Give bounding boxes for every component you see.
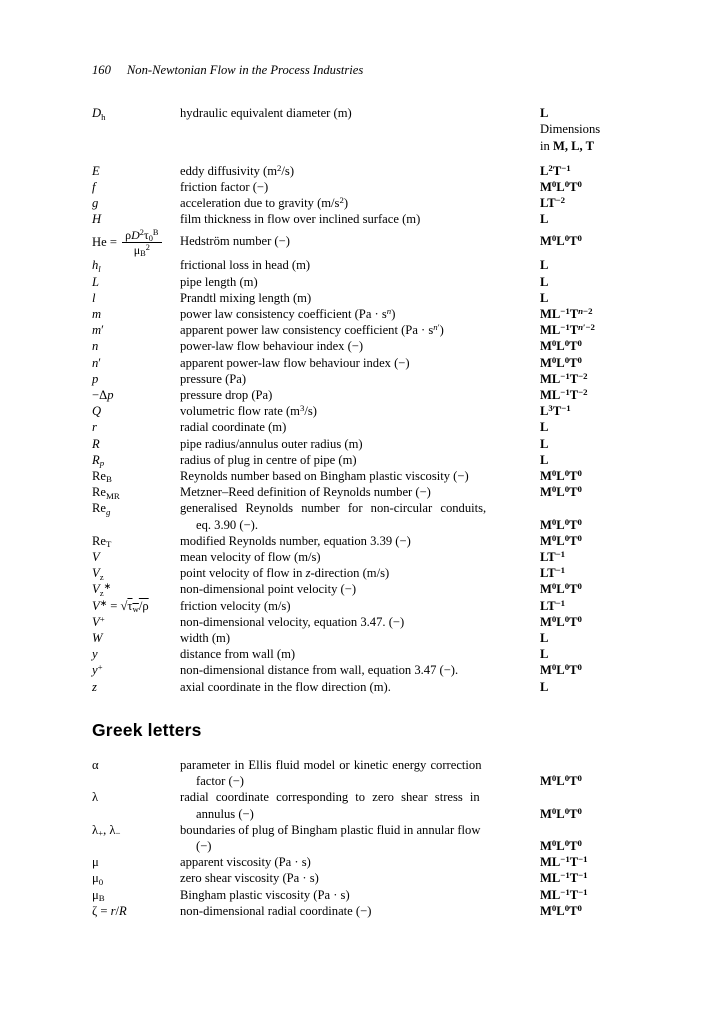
description-cell: generalised Reynolds number for non-circular conduits, eq. 3.90 (−). <box>180 501 487 532</box>
symbol-cell: r <box>92 420 97 435</box>
nomenclature-row <box>92 870 645 886</box>
dimension-cell: $M^0L^0T^0$ <box>540 613 582 629</box>
symbol-cell: L <box>92 274 100 289</box>
symbol-cell: n′ <box>92 355 102 370</box>
description-cell: power-law flow behaviour index (−) <box>180 339 364 354</box>
nomenclature-row <box>92 179 645 195</box>
description-cell: non-dimensional distance from wall, equation 3.47 (−). <box>180 663 459 678</box>
nomenclature-row <box>92 549 645 565</box>
symbol-cell: n <box>92 339 99 354</box>
description-cell: eddy diffusivity $(m^2/s)$ <box>180 162 295 178</box>
dimension-cell: L <box>540 452 549 467</box>
nomenclature-row <box>92 436 645 452</box>
dimension-cell: $ML^{-1}T^{-1}$ <box>540 870 588 886</box>
description-cell: Prandtl mixing length (m) <box>180 290 312 305</box>
nomenclature-row <box>92 500 645 532</box>
symbol-cell: p <box>92 371 99 386</box>
description-cell: friction velocity (m/s) <box>180 598 291 613</box>
description-cell: axial coordinate in the flow direction (m). <box>180 679 391 694</box>
symbol-cell: λ <box>92 790 99 805</box>
symbol-cell: $\mu_B$ <box>92 887 105 904</box>
description-cell: non-dimensional radial coordinate (−) <box>180 903 372 918</box>
symbol-cell: m′ <box>92 323 104 338</box>
dimension-cell: L <box>540 436 549 451</box>
dimension-cell: $M^0L^0T^0$ <box>540 468 582 483</box>
dimension-cell: L <box>540 212 549 227</box>
nomenclature-row <box>92 452 645 468</box>
dimension-cell: $ML^{-1}T^{n'-2}$ <box>540 322 595 338</box>
nomenclature-row <box>92 598 645 614</box>
symbol-cell: $\mu_0$ <box>92 871 104 887</box>
nomenclature-row <box>92 468 645 484</box>
dimension-cell: $L^2T^{-1}$ <box>540 162 571 178</box>
nomenclature-row <box>92 581 645 597</box>
dimension-cell: $M^0L^0T^0$ <box>540 354 582 370</box>
greek-letters-heading: Greek letters <box>92 719 202 740</box>
symbol-cell: $Re_{MR}$ <box>92 485 120 501</box>
running-header <box>92 62 645 78</box>
description-cell: non-dimensional velocity, equation 3.47. (−) <box>180 614 405 629</box>
dimension-cell: L <box>540 106 549 121</box>
symbol-cell: V <box>92 550 100 564</box>
description-cell: boundaries of plug of Bingham plastic fluid in annular flow (−) <box>180 822 481 854</box>
nomenclature-row <box>92 387 645 403</box>
dimension-cell: $M^0L^0T^0$ <box>540 805 582 821</box>
symbol-cell: H <box>92 212 102 227</box>
description-cell: acceleration due to gravity $(m/s^2)$ <box>180 195 349 211</box>
dimensions-note <box>540 121 645 153</box>
nomenclature-row <box>92 195 645 211</box>
nomenclature-table-first <box>92 105 645 121</box>
nomenclature-row <box>92 371 645 387</box>
dimension-cell: $M^0L^0T^0$ <box>540 484 582 500</box>
nomenclature-row <box>92 789 645 821</box>
nomenclature-row <box>92 257 645 273</box>
dimension-cell: $ML^{-1}T^{-2}$ <box>540 387 588 402</box>
nomenclature-row <box>92 355 645 371</box>
dimension-cell: L <box>540 647 549 662</box>
description-cell: Hedström number (−) <box>180 234 290 249</box>
nomenclature-row <box>92 887 645 903</box>
dimension-cell: L <box>540 631 549 646</box>
description-cell: radial coordinate (m) <box>180 420 287 435</box>
dimension-cell: $ML^{-1}T^{-1}$ <box>540 886 588 902</box>
symbol-cell: $R_p$ <box>92 452 105 469</box>
dimension-cell: L <box>540 274 549 289</box>
symbol-cell: E <box>92 163 100 178</box>
description-cell: Metzner–Reed definition of Reynolds number (−) <box>180 485 431 500</box>
dimension-cell: $LT^{-1}$ <box>540 597 566 613</box>
symbol-cell: W <box>92 631 103 646</box>
dimension-cell: $LT^{-1}$ <box>540 549 566 564</box>
dimension-cell: $M^0L^0T^0$ <box>540 532 582 548</box>
nomenclature-row <box>92 105 645 121</box>
description-cell: hydraulic equivalent diameter (m) <box>180 106 352 121</box>
dimension-cell: $M^0L^0T^0$ <box>540 662 582 678</box>
description-cell: pressure drop (Pa) <box>180 387 273 402</box>
nomenclature-row <box>92 854 645 870</box>
nomenclature-row <box>92 163 645 179</box>
dimension-cell: $M^0L^0T^0$ <box>540 773 582 789</box>
dimension-cell: $ML^{-1}T^{-2}$ <box>540 370 588 386</box>
dimension-cell: $M^0L^0T^0$ <box>540 338 582 354</box>
symbol-cell: He = $\frac{\rho D^2\tau_0^B}{\mu_B^2}$ <box>92 228 180 258</box>
description-cell: point velocity of flow in z-direction (m/s) <box>180 566 390 581</box>
description-cell: modified Reynolds number, equation 3.39 (−) <box>180 533 411 548</box>
dimension-cell: L <box>540 679 549 694</box>
dimension-cell: L <box>540 258 549 273</box>
description-cell: apparent viscosity (Pa · s) <box>180 855 311 870</box>
description-cell: Bingham plastic viscosity (Pa · s) <box>180 887 350 902</box>
dimension-cell: $LT^{-1}$ <box>540 565 566 581</box>
symbol-cell: $V_z^∗$ <box>92 581 112 598</box>
description-cell: distance from wall (m) <box>180 647 296 662</box>
dimension-cell: $M^0L^0T^0$ <box>540 516 582 532</box>
nomenclature-table <box>92 163 645 695</box>
symbol-cell: −Δp <box>92 387 114 402</box>
running-title: Non-Newtonian Flow in the Process Industries <box>126 63 364 77</box>
nomenclature-row <box>92 322 645 338</box>
dimension-cell: $M^0L^0T^0$ <box>540 838 582 854</box>
nomenclature-row <box>92 565 645 581</box>
nomenclature-row <box>92 274 645 290</box>
symbol-cell: ζ = r/R <box>92 903 127 918</box>
description-cell: parameter in Ellis fluid model or kinetic energy correction factor (−) <box>180 758 482 789</box>
dimension-cell: $M^0L^0T^0$ <box>540 233 582 249</box>
nomenclature-row <box>92 662 645 678</box>
symbol-cell: g <box>92 196 99 211</box>
description-cell: film thickness in flow over inclined surface (m) <box>180 212 421 227</box>
nomenclature-row <box>92 533 645 549</box>
symbol-cell: f <box>92 180 96 195</box>
symbol-cell: $D_h$ <box>92 106 106 122</box>
nomenclature-row <box>92 484 645 500</box>
symbol-cell: $V^∗ = √\tau_w/\rho$ <box>92 597 149 615</box>
symbol-cell: y <box>92 647 98 662</box>
nomenclature-row <box>92 338 645 354</box>
description-cell: width (m) <box>180 631 231 646</box>
page-number: 160 <box>92 63 111 77</box>
dimension-cell: $M^0L^0T^0$ <box>540 902 582 918</box>
symbol-cell: μ <box>92 855 99 870</box>
symbol-cell: y+ <box>92 662 103 678</box>
symbol-cell: Q <box>92 404 102 419</box>
symbol-cell: $h_l$ <box>92 258 101 274</box>
nomenclature-row <box>92 228 645 258</box>
symbol-cell: l <box>92 290 96 305</box>
description-cell: radial coordinate corresponding to zero shear stress in annulus (−) <box>180 790 480 821</box>
description-cell: apparent power-law flow behaviour index (−) <box>180 355 410 370</box>
symbol-cell: $Re_T$ <box>92 533 112 550</box>
symbol-cell: $Re_g$ <box>92 501 111 517</box>
description-cell: friction factor (−) <box>180 180 269 195</box>
description-cell: apparent power law consistency coefficient $(Pa \cdot s^{n'})$ <box>180 322 444 338</box>
description-cell: Reynolds number based on Bingham plastic viscosity (−) <box>180 468 469 483</box>
symbol-cell: $\lambda_+$, $\lambda_-$ <box>92 822 121 839</box>
description-cell: volumetric flow rate $(m^3/s)$ <box>180 403 317 419</box>
description-cell: pipe radius/annulus outer radius (m) <box>180 436 363 451</box>
dimension-cell: $M^0L^0T^0$ <box>540 581 582 597</box>
symbol-cell: R <box>92 436 100 451</box>
dimension-cell: $LT^{-2}$ <box>540 195 566 211</box>
dimension-cell: $L^3T^{-1}$ <box>540 403 571 419</box>
dimension-cell: L <box>540 420 549 435</box>
nomenclature-row <box>92 419 645 435</box>
nomenclature-row <box>92 646 645 662</box>
nomenclature-row <box>92 679 645 695</box>
nomenclature-row <box>92 306 645 322</box>
dimensions-note-line: Dimensions <box>540 122 601 137</box>
dimension-cell: $ML^{-1}T^{n-2}$ <box>540 305 593 321</box>
description-cell: radius of plug in centre of pipe (m) <box>180 452 357 467</box>
description-cell: pressure (Pa) <box>180 371 247 386</box>
greek-table <box>92 757 645 919</box>
symbol-cell: $V_z$ <box>92 566 104 582</box>
description-cell: pipe length (m) <box>180 274 258 289</box>
symbol-cell: V+ <box>92 613 105 629</box>
symbol-cell: α <box>92 758 99 773</box>
nomenclature-row <box>92 822 645 854</box>
symbol-cell: $Re_B$ <box>92 468 112 485</box>
dimension-cell: $M^0L^0T^0$ <box>540 179 582 195</box>
symbol-cell: m <box>92 306 102 321</box>
nomenclature-row <box>92 211 645 227</box>
dimensions-note-line: in M, L, T <box>540 138 595 153</box>
nomenclature-row <box>92 630 645 646</box>
nomenclature-row <box>92 290 645 306</box>
description-cell: non-dimensional point velocity (−) <box>180 582 357 597</box>
nomenclature-row <box>92 903 645 919</box>
dimension-cell: $ML^{-1}T^{-1}$ <box>540 854 588 870</box>
dimension-cell: L <box>540 290 549 305</box>
description-cell: frictional loss in head (m) <box>180 258 311 273</box>
nomenclature-row <box>92 403 645 419</box>
nomenclature-row <box>92 757 645 789</box>
symbol-cell: z <box>92 679 97 694</box>
nomenclature-row <box>92 614 645 630</box>
description-cell: mean velocity of flow (m/s) <box>180 550 321 564</box>
description-cell: power law consistency coefficient $(Pa \cdot s^n)$ <box>180 305 396 321</box>
description-cell: zero shear viscosity (Pa · s) <box>180 871 319 886</box>
